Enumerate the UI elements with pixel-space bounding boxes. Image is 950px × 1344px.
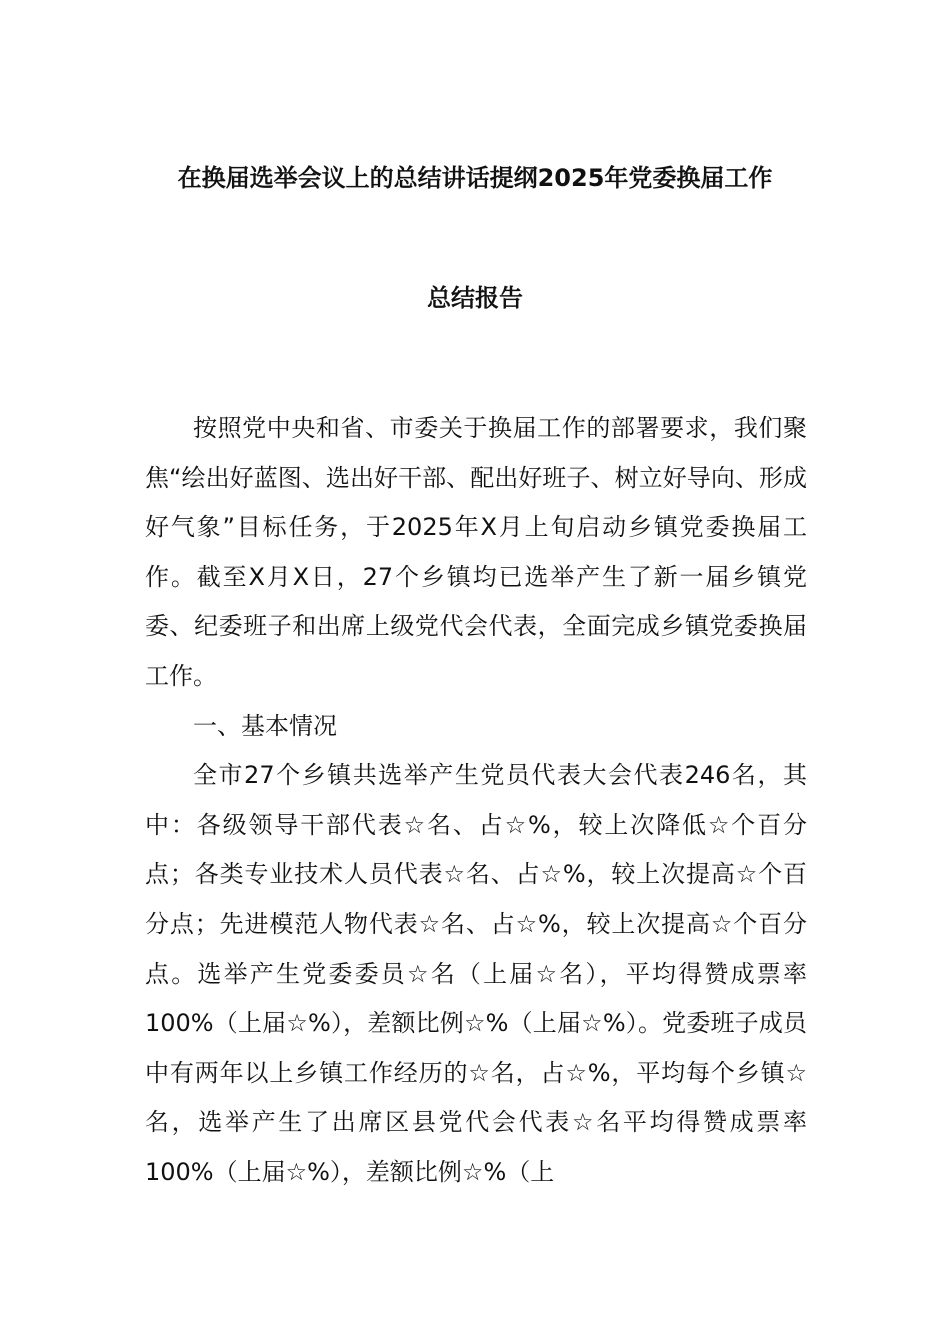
paragraph-intro: 按照党中央和省、市委关于换届工作的部署要求，我们聚焦“绘出好蓝图、选出好干部、配出好班子、树立好导向、形成好气象”目标任务，于2025年X月上旬启动乡镇党委换届工作。截至X月X日，27个乡镇均已选举产生了新一届乡镇党委、纪委班子和出席上级党代会代表，全面完成乡镇党委换届工作。	[145, 414, 807, 690]
paragraph-basic-situation: 全市27个乡镇共选举产生党员代表大会代表246名，其中：各级领导干部代表☆名、占☆%，较上次降低☆个百分点；各类专业技术人员代表☆名、占☆%，较上次提高☆个百分点；先进模范人物代表☆名、占☆%，较上次提高☆个百分点。选举产生党委委员☆名（上届☆名），平均得赞成票率100%（上届☆%），差额比例☆%（上届☆%）。党委班子成员中有两年以上乡镇工作经历的☆名，占☆%，平均每个乡镇☆名，选举产生了出席区县党代会代表☆名平均得赞成票率100%（上届☆%），差额比例☆%（上	[145, 761, 807, 1186]
document-body	[145, 404, 807, 1198]
document-title-line-1: 在换届选举会议上的总结讲话提纲2025年党委换届工作	[177, 164, 773, 192]
document-title-line-2: 总结报告	[427, 284, 523, 312]
section-heading-basic-situation: 一、基本情况	[193, 711, 337, 740]
